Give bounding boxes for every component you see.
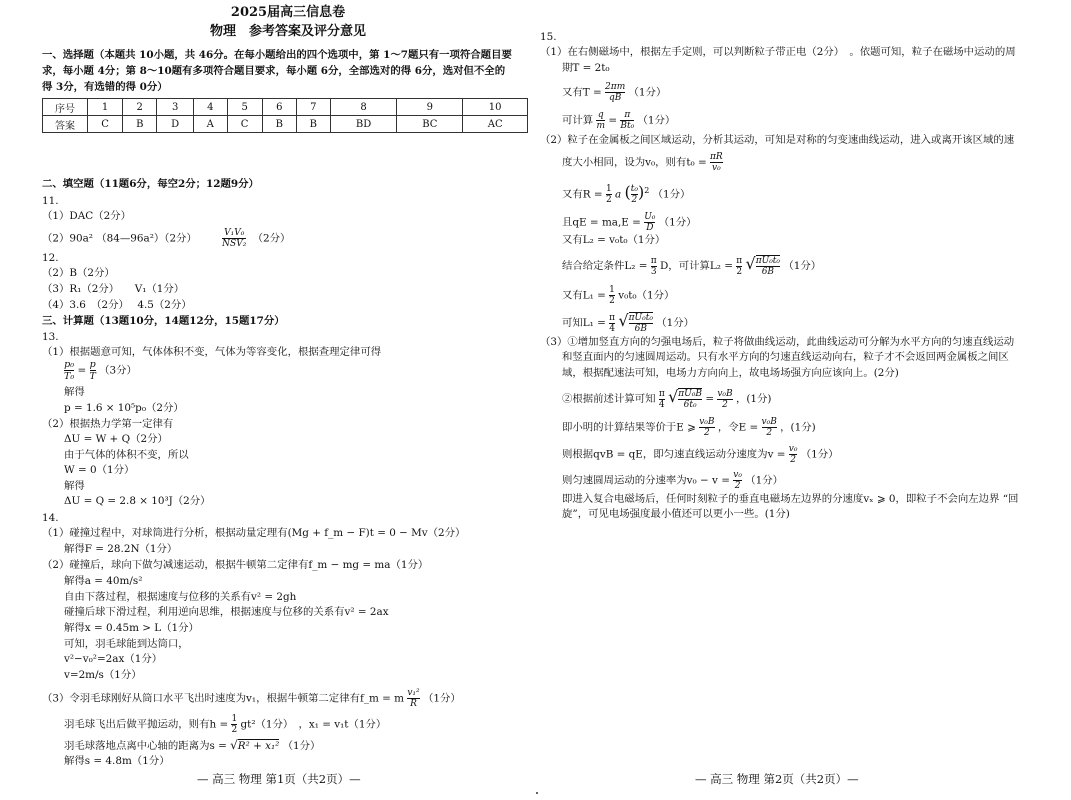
fraction-num: 1 — [231, 714, 238, 724]
table-cell: 4 — [194, 99, 228, 116]
fraction-num: π — [609, 312, 616, 323]
fraction-den: 2 — [609, 296, 615, 306]
q13-energy-result: ΔU = Q = 2.8 × 10³J（2分） — [64, 495, 211, 507]
fraction — [762, 417, 777, 438]
table-cell: 3 — [157, 99, 194, 116]
text: 又有R = — [562, 188, 603, 201]
q14-number: 14. — [42, 512, 59, 524]
q11-part2 — [42, 228, 290, 249]
fraction-den: 2 — [231, 725, 238, 735]
text: a — [614, 188, 622, 201]
table-cell: 7 — [296, 99, 330, 116]
q15-calc-equivalent — [562, 388, 771, 410]
fraction-den: D — [646, 223, 654, 233]
fraction — [90, 359, 96, 382]
text: 可计算 — [562, 114, 594, 127]
score: （1分） — [637, 114, 676, 127]
sqrt-icon: √ — [668, 387, 679, 406]
text: ，令E = — [717, 421, 759, 434]
sqrt-icon: √ — [745, 254, 756, 273]
text: 且qE = ma,E = — [562, 216, 641, 229]
fraction-num: V₁V₀ — [224, 228, 245, 238]
fraction-num: v₀ — [733, 470, 742, 480]
q14-part3-text: （3）令羽毛球刚好从筒口水平飞出时速度为v₁，根据牛顿第二定律有f_m = m — [42, 692, 405, 705]
fraction — [231, 714, 237, 735]
fraction-num: πU₀t₀ — [628, 313, 653, 323]
q13-equation — [64, 359, 137, 382]
score: （1分） — [745, 474, 784, 487]
section-3-heading: 三、计算题（13题10分，14题12分，15题17分） — [42, 315, 285, 327]
table-cell: B — [262, 116, 296, 133]
q14-final-result: 解得s = 4.8m（1分） — [64, 755, 170, 767]
q15-conclusion: 即进入复合电磁场后，任何时刻粒子的垂直电磁场左边界的分速度vₓ ⩾ 0，即粒子不会向左边界 “回 — [562, 493, 1019, 505]
fraction-den: 3 — [650, 266, 657, 277]
fraction-den: 2 — [703, 428, 710, 438]
q14-acceleration: 解得a = 40m/s² — [64, 575, 143, 587]
q14-velocity-result: v=2m/s（1分） — [64, 669, 142, 681]
q15-l2-calc — [562, 255, 821, 277]
fraction — [631, 184, 638, 205]
fraction-den: 2 — [734, 481, 741, 491]
q13-part1: （1）根据题意可知，气体体积不变，气体为等容变化，根据查理定律可得 — [42, 346, 382, 358]
q11-part2-score: （2分） — [252, 232, 291, 245]
fraction — [733, 470, 742, 491]
fraction — [609, 285, 615, 306]
section-1-heading: 一、选择题（本题共 10小题，共 46分。在每小题给出的四个选项中，第 1～7题只有一项符合题目要 — [42, 49, 512, 61]
table-cell: C — [227, 116, 262, 133]
fraction-num: v₀B — [699, 417, 715, 427]
q15-part3: （3）①增加竖直方向的匀强电场后，粒子将做曲线运动，此曲线运动可分解为水平方向的匀速直线运动 — [540, 336, 1015, 348]
text: 又有T = — [562, 86, 602, 99]
table-cell: C — [88, 116, 123, 133]
fraction-den: 2 — [722, 399, 728, 410]
q12-part3: （3）R₁（2分） V₁（1分） — [42, 283, 185, 295]
q15-part3-line3: 域，根据配速法可知，电场力方向向上，故电场场强方向应该向上。(2分) — [562, 367, 899, 379]
fraction — [651, 256, 657, 277]
fraction — [606, 184, 612, 205]
section-2-heading: 二、填空题（11题6分，每空2分；12题9分） — [42, 178, 259, 190]
q13-number: 13. — [42, 331, 59, 343]
fraction-den: 2 — [605, 195, 612, 205]
q14-landing-distance — [64, 738, 320, 753]
fraction-den: v₀ — [712, 163, 721, 173]
q15-part1: （1）在右侧磁场中，根据左手定则，可以判断粒子带正电（2分） 。依题可知，粒子在磁场中运动的周 — [540, 46, 1016, 58]
answer-table-number-row — [43, 99, 528, 116]
fraction-den: m — [596, 121, 606, 131]
fraction-num: π — [658, 388, 665, 399]
q11-fraction — [222, 228, 246, 249]
q15-l1 — [562, 285, 674, 306]
fraction-num: π — [620, 110, 634, 121]
paren-icon: ) — [637, 182, 645, 202]
score: （3分） — [99, 364, 137, 377]
radical-fraction — [756, 255, 780, 277]
fraction-den: 2 — [790, 455, 796, 465]
q15-part2: （2）粒子在金属板之间区域运动，分析其运动，可知是对称的匀变速曲线运动，进入或离开该区域的速 — [540, 134, 1015, 146]
fraction-den: T — [89, 371, 96, 382]
text: D，可计算L₂ = — [659, 260, 733, 272]
fraction-den: 4 — [658, 399, 665, 410]
fraction — [596, 110, 605, 131]
table-cell: 2 — [123, 99, 157, 116]
answer-table — [42, 98, 528, 133]
radicand: R² + x₁² — [237, 740, 280, 752]
q14-part3 — [42, 688, 461, 709]
fraction-den: Bt₀ — [620, 121, 635, 131]
q15-number: 15. — [540, 31, 557, 43]
fraction-num: πU₀B — [678, 389, 702, 399]
score: （1分） — [656, 317, 695, 329]
q14-slide: 碰撞后球下滑过程，利用逆向思维，根据速度与位移的关系有v² = 2ax — [64, 606, 389, 618]
fraction — [609, 313, 615, 334]
q15-l2: 又有L₂ = v₀t₀（1分） — [562, 234, 666, 246]
table-label-answer: 答案 — [43, 116, 88, 133]
table-cell: 9 — [397, 99, 463, 116]
page-footer-right: — 高三 物理 第2页（共2页）— — [695, 772, 859, 786]
text: 可知L₁ = — [562, 317, 606, 329]
doc-title: 2025届高三信息卷 — [230, 5, 346, 20]
fraction-num: t₀ — [630, 184, 638, 194]
fraction-den: 6t₀ — [683, 400, 697, 410]
fraction-num: p₀ — [64, 359, 75, 370]
score: ，(1分) — [780, 421, 816, 434]
q15-radius — [562, 184, 690, 205]
fraction-den: 6B — [634, 324, 647, 334]
fraction — [736, 256, 742, 277]
q12-part2: （2）B（2分） — [42, 267, 115, 279]
q14-reach-note: 可知，羽毛球能到达筒口， — [64, 638, 189, 650]
fraction-den: 4 — [609, 323, 615, 334]
q14-projectile-rest: gt²（1分） ，x₁ = v₁t（1分） — [240, 718, 387, 731]
q15-period: 期T = 2t₀ — [562, 62, 610, 74]
q14-projectile-text: 羽毛球飞出后做平抛运动，则有h = — [64, 718, 229, 731]
radical-fraction — [678, 388, 702, 410]
fraction-num: v₀B — [717, 388, 733, 399]
equals-sign: = — [705, 393, 715, 405]
text: 度大小相同，设为v₀，则有t₀ = — [562, 156, 707, 169]
fraction-den: 2 — [736, 266, 743, 277]
fraction-num: U₀ — [644, 212, 656, 222]
q14-part1-result: 解得F = 28.2N（1分） — [64, 543, 178, 555]
q11-part2-text: （2）90a² （84—96a²）（2分） — [42, 232, 197, 245]
table-cell: BC — [397, 116, 463, 133]
q15-period-formula — [562, 82, 666, 103]
q15-l1-result — [562, 312, 694, 334]
score: （1分） — [658, 216, 697, 229]
doc-subtitle: 物理 参考答案及评分意见 — [209, 24, 366, 39]
score: （1分） — [282, 740, 321, 752]
table-cell: 10 — [463, 99, 528, 116]
fraction — [789, 444, 798, 465]
fraction-num: v₁² — [407, 688, 420, 698]
q13-part2: （2）根据热力学第一定律有 — [42, 418, 174, 430]
fraction-num: 1 — [609, 285, 615, 295]
answer-table-answer-row — [43, 116, 528, 133]
q11-part1: （1）DAC（2分） — [42, 210, 131, 222]
solve-label: 解得 — [64, 386, 85, 398]
fraction-den: 2 — [631, 195, 638, 205]
q14-landing-text: 羽毛球落地点离中心轴的距离为s = — [64, 740, 227, 752]
q15-uniform-velocity — [562, 444, 839, 465]
q14-distance: 解得x = 0.45m > L（1分） — [64, 622, 199, 634]
q15-conclusion-line2: 旋”，可见电场强度最小值还可以更小一些。(1分) — [562, 508, 790, 520]
fraction — [407, 688, 419, 709]
q12-part4: （4）3.6 （2分） 4.5（2分） — [42, 299, 192, 311]
q13-pressure-result: p = 1.6 × 10⁵p₀（2分） — [64, 402, 184, 414]
paren-icon: ( — [624, 182, 631, 202]
radical-fraction — [629, 312, 653, 334]
score: ，(1分) — [735, 393, 772, 405]
fraction-num: π — [650, 255, 657, 266]
fraction — [659, 389, 665, 410]
q12-number: 12. — [42, 252, 59, 264]
q15-speed — [562, 152, 723, 173]
fraction-num: πR — [710, 152, 723, 162]
score: （1分） — [628, 86, 667, 99]
table-cell: AC — [463, 116, 528, 133]
exponent: 2 — [644, 186, 650, 196]
section-1-heading-line2: 求，每小题 4分；第 8～10题有多项符合题目要求，每小题 6分，全部选对的得 6分，选对但不全的 — [42, 65, 506, 77]
table-cell: A — [194, 116, 228, 133]
score: （1分） — [783, 260, 822, 272]
table-cell: BD — [330, 116, 397, 133]
fraction-den: 2 — [766, 428, 773, 438]
fraction — [64, 359, 74, 382]
text: 即小明的计算结果等价于E ⩾ — [562, 421, 696, 434]
fraction-num: p — [89, 359, 96, 370]
section-1-heading-line3: 得 3分，有选错的得 0分） — [42, 81, 168, 93]
q14-part2: （2）碰撞后，球向下做匀减速运动，根据牛顿第二定律有f_m − mg = ma（1分） — [42, 559, 429, 571]
table-cell: 8 — [330, 99, 397, 116]
equals-sign: = — [608, 114, 618, 127]
page-footer-left: — 高三 物理 第1页（共2页）— — [197, 772, 361, 786]
fraction — [710, 152, 723, 173]
fraction-den: NSV₂ — [222, 239, 247, 249]
fraction — [699, 417, 714, 438]
q15-part3-line2: 和竖直面内的匀速圆周运动。只有水平方向的匀速直线运动向右，粒子才不会返回两金属板之间区 — [562, 351, 1009, 363]
fraction-num: v₀ — [788, 444, 798, 454]
q13-work: W = 0（1分） — [64, 464, 135, 476]
fraction-num: 1 — [605, 184, 612, 194]
fraction-den: 6B — [761, 267, 775, 277]
table-label-number: 序号 — [43, 99, 88, 116]
fraction — [605, 82, 625, 103]
score: （1分） — [800, 448, 839, 461]
q13-volume-note: 由于气体的体积不变，所以 — [64, 449, 189, 461]
fraction — [644, 212, 655, 233]
table-cell: D — [157, 116, 194, 133]
text: v₀t₀（1分） — [618, 289, 675, 302]
fraction-den: R — [410, 699, 417, 709]
text: 则匀速圆周运动的分速率为v₀ − v = — [562, 474, 730, 487]
table-cell: 5 — [227, 99, 262, 116]
q15-field — [562, 212, 697, 233]
fraction-num: 2πm — [605, 82, 626, 92]
text: 则根据qvB = qE，即匀速直线运动分速度为v = — [562, 448, 786, 461]
q13-first-law: ΔU = W + Q（2分） — [64, 433, 168, 445]
table-cell: 1 — [88, 99, 123, 116]
fraction-num: πU₀t₀ — [755, 256, 781, 266]
sqrt-icon: √ — [618, 311, 629, 330]
table-cell: B — [296, 116, 330, 133]
table-cell: 6 — [262, 99, 296, 116]
q11-number: 11. — [42, 195, 59, 207]
text: 又有L₁ = — [562, 289, 606, 302]
q14-free-fall: 自由下落过程，根据速度与位移的关系有v² = 2gh — [64, 591, 297, 603]
fraction-den: T₀ — [64, 371, 75, 382]
equals-sign: = — [77, 364, 87, 377]
q15-charge-ratio — [562, 110, 675, 131]
q15-xiaoming — [562, 417, 816, 438]
fraction-num: q — [597, 110, 604, 120]
fraction-num: v₀B — [761, 417, 777, 427]
solve-label: 解得 — [64, 480, 85, 492]
fraction-num: π — [736, 255, 743, 266]
fraction — [717, 389, 732, 410]
fraction-den: qB — [608, 93, 622, 103]
table-cell: B — [123, 116, 157, 133]
q15-circular-speed — [562, 470, 783, 491]
sqrt-icon: √ — [230, 738, 238, 752]
text: ②根据前述计算可知 — [562, 393, 656, 405]
center-mark — [536, 792, 538, 794]
text: 结合给定条件L₂ = — [562, 260, 648, 272]
fraction — [620, 110, 634, 131]
q14-projectile — [64, 714, 386, 735]
score: （1分） — [422, 692, 461, 705]
q14-velocity-eq: v²−v₀²=2ax（1分） — [64, 653, 163, 665]
score: （1分） — [652, 188, 691, 201]
q14-part1: （1）碰撞过程中，对球筒进行分析，根据动量定理有(Mg + f_m − F)t = 0 − Mv（2分） — [42, 527, 466, 539]
